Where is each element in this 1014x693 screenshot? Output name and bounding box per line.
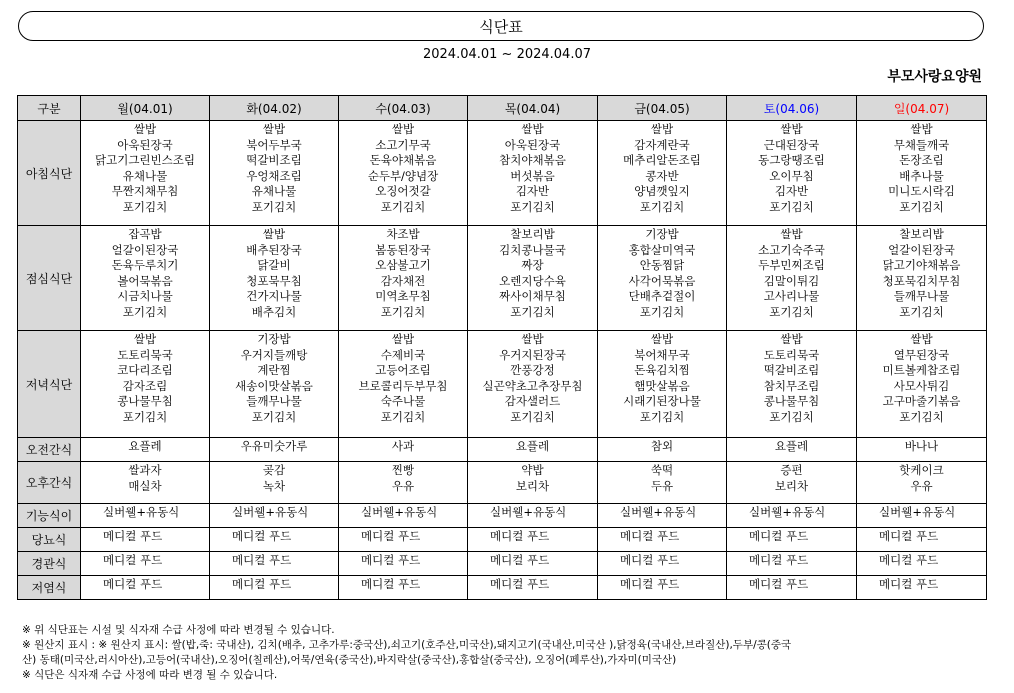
menu-cell xyxy=(81,528,210,552)
menu-item: 브로콜리두부무침 xyxy=(358,378,448,393)
menu-table xyxy=(17,95,987,600)
menu-item: 메디컬 푸드 xyxy=(490,553,550,567)
menu-item: 닭갈비 xyxy=(257,258,291,273)
menu-item: 쌀밥 xyxy=(521,332,544,346)
menu-item: 잡곡밥 xyxy=(128,227,162,241)
menu-item: 녹차 xyxy=(262,478,286,493)
menu-cell xyxy=(339,226,468,331)
menu-cell xyxy=(727,576,857,600)
menu-item: 배추나물 xyxy=(899,168,944,183)
menu-item: 배추된장국 xyxy=(246,242,302,257)
menu-cell xyxy=(81,576,210,600)
menu-title xyxy=(18,11,984,41)
menu-item: 얼갈이된장국 xyxy=(888,242,955,257)
menu-item: 미니도시락김 xyxy=(888,184,955,199)
menu-item: 메디컬 푸드 xyxy=(879,553,939,567)
menu-item: 포기김치 xyxy=(122,409,168,424)
menu-cell xyxy=(210,552,339,576)
row-label: 오전간식 xyxy=(18,438,81,462)
menu-cell xyxy=(598,504,727,528)
menu-item: 두유 xyxy=(650,478,674,493)
date-range: 2024.04.01 ~ 2024.04.07 xyxy=(422,47,592,62)
menu-cell xyxy=(857,528,987,552)
row-label: 당뇨식 xyxy=(18,528,81,552)
menu-item: 코다리조림 xyxy=(117,363,173,378)
menu-item: 아욱된장국 xyxy=(504,137,561,152)
menu-cell xyxy=(339,552,468,576)
menu-item: 우유 xyxy=(391,478,415,493)
menu-item: 실버웰+유동식 xyxy=(103,505,180,519)
menu-item: 포기김치 xyxy=(251,409,297,424)
note-line: ※ 원산지 표시 : ※ 원산지 표시: 쌀(밥,죽: 국내산), 김치(배추, 고추가루:중국산),쇠고기(호주산,미국산),돼지고기(국내산,미국산 ),닭정육(국내산,브라질산),두부/콩(중국 xyxy=(22,639,792,651)
menu-item: 메디컬 푸드 xyxy=(490,577,550,591)
menu-cell xyxy=(598,462,727,504)
menu-row xyxy=(18,552,987,576)
menu-item: 메디컬 푸드 xyxy=(232,529,292,543)
menu-row xyxy=(18,438,987,462)
menu-item: 새송이맛살볶음 xyxy=(235,378,313,393)
note-line: 산) 동태(미국산,러시아산),고등어(국내산),오징어(칠레산),어묵/연육(중국산),바지락살(중국산),홍합살(중국산), 오징어(페루산),가자미(미국산) xyxy=(22,654,677,666)
menu-item: 실버웰+유동식 xyxy=(232,505,309,519)
menu-cell xyxy=(210,438,339,462)
menu-item: 오이무침 xyxy=(769,168,814,183)
menu-item: 유채나물 xyxy=(122,168,168,183)
menu-item: 시금치나물 xyxy=(117,289,173,304)
menu-item: 돈장조림 xyxy=(899,153,944,168)
row-label: 저녁식단 xyxy=(18,331,81,438)
menu-item: 쌀밥 xyxy=(521,122,544,136)
menu-cell xyxy=(727,552,857,576)
menu-cell xyxy=(857,576,987,600)
menu-cell xyxy=(468,576,598,600)
menu-cell xyxy=(598,576,727,600)
menu-item: 메디컬 푸드 xyxy=(620,577,680,591)
menu-cell xyxy=(468,438,598,462)
menu-item: 감자계란국 xyxy=(634,137,690,152)
menu-item: 고등어조림 xyxy=(375,363,431,378)
menu-item: 우유 xyxy=(910,478,933,493)
menu-item: 사과 xyxy=(391,439,415,453)
menu-cell xyxy=(210,121,339,226)
menu-item: 미역초무침 xyxy=(375,289,431,304)
menu-cell xyxy=(81,121,210,226)
menu-item: 실곤약초고추장무침 xyxy=(482,378,583,393)
menu-item: 콩나물무침 xyxy=(763,394,820,409)
menu-cell xyxy=(727,504,857,528)
menu-item: 건가지나물 xyxy=(246,289,302,304)
menu-cell xyxy=(727,331,857,438)
menu-item: 쌀밥 xyxy=(391,122,415,136)
menu-item: 바나나 xyxy=(904,439,939,453)
menu-cell xyxy=(210,331,339,438)
menu-item: 안동찜닭 xyxy=(639,258,685,273)
menu-item: 소고기숙주국 xyxy=(758,242,825,257)
menu-item: 쌀밥 xyxy=(780,122,803,136)
menu-cell xyxy=(857,504,987,528)
menu-cell xyxy=(81,226,210,331)
menu-item: 양념깻잎지 xyxy=(634,184,690,199)
menu-item: 포기김치 xyxy=(769,409,814,424)
menu-cell xyxy=(339,462,468,504)
menu-item: 얼갈이된장국 xyxy=(111,242,179,257)
menu-item: 쌀밥 xyxy=(780,227,803,241)
menu-item: 쑥떡 xyxy=(650,463,674,477)
menu-cell xyxy=(339,121,468,226)
menu-cell xyxy=(857,438,987,462)
menu-item: 돈육김치찜 xyxy=(634,363,690,378)
menu-item: 포기김치 xyxy=(769,199,814,214)
menu-cell xyxy=(468,504,598,528)
menu-item: 메디컬 푸드 xyxy=(620,553,680,567)
header-day: 일(04.07) xyxy=(857,96,987,121)
menu-item: 동그랑땡조림 xyxy=(758,153,825,168)
menu-cell xyxy=(598,438,727,462)
menu-item: 찰보리밥 xyxy=(899,227,944,241)
menu-item: 순두부/양념장 xyxy=(367,168,439,183)
menu-item: 메디컬 푸드 xyxy=(879,529,939,543)
menu-item: 단배추겉절이 xyxy=(628,289,696,304)
menu-item: 북어채무국 xyxy=(634,347,690,362)
menu-row xyxy=(18,576,987,600)
menu-item: 짜사이채무침 xyxy=(499,289,566,304)
menu-cell xyxy=(81,504,210,528)
menu-item: 우거지들깨탕 xyxy=(240,347,308,362)
facility-name: 부모사랑요양원 xyxy=(887,69,982,85)
menu-item: 포기김치 xyxy=(510,409,555,424)
menu-cell xyxy=(81,331,210,438)
menu-item: 메디컬 푸드 xyxy=(749,553,809,567)
menu-item: 약밥 xyxy=(521,463,544,477)
menu-item: 곶감 xyxy=(262,463,286,477)
page-title: 식단표 xyxy=(479,17,523,36)
row-label: 오후간식 xyxy=(18,462,81,504)
menu-item: 메디컬 푸드 xyxy=(620,529,680,543)
menu-item: 실버웰+유동식 xyxy=(361,505,438,519)
menu-cell xyxy=(468,121,598,226)
menu-item: 김자반 xyxy=(774,184,809,199)
menu-item: 쌀밥 xyxy=(133,332,157,346)
header-day: 수(04.03) xyxy=(339,96,468,121)
menu-item: 포기김치 xyxy=(380,409,426,424)
menu-cell xyxy=(598,528,727,552)
menu-item: 기장밥 xyxy=(645,227,679,241)
menu-cell xyxy=(468,331,598,438)
menu-item: 보리차 xyxy=(515,478,550,493)
menu-item: 버섯볶음 xyxy=(510,168,555,183)
menu-item: 고사리나물 xyxy=(763,289,820,304)
menu-item: 수제비국 xyxy=(380,347,426,362)
menu-item: 참치야채볶음 xyxy=(499,153,566,168)
menu-item: 쌀밥 xyxy=(262,122,286,136)
menu-cell xyxy=(857,331,987,438)
menu-item: 쌀밥 xyxy=(391,332,415,346)
menu-item: 근대된장국 xyxy=(763,137,820,152)
menu-cell xyxy=(857,226,987,331)
menu-cell xyxy=(210,226,339,331)
menu-item: 요플레 xyxy=(774,439,809,453)
menu-item: 오삼불고기 xyxy=(375,258,431,273)
menu-item: 사각어묵볶음 xyxy=(628,273,696,288)
row-label: 아침식단 xyxy=(18,121,81,226)
menu-cell xyxy=(339,504,468,528)
note-line: ※ 위 식단표는 시설 및 식자재 수급 사정에 따라 변경될 수 있습니다. xyxy=(22,624,335,636)
menu-item: 김말이튀김 xyxy=(763,273,820,288)
menu-item: 메추리알돈조림 xyxy=(623,153,701,168)
menu-item: 참외 xyxy=(650,439,674,453)
menu-row xyxy=(18,504,987,528)
menu-item: 짜장 xyxy=(521,258,544,273)
header-day: 월(04.01) xyxy=(81,96,210,121)
menu-item: 실버웰+유동식 xyxy=(749,505,826,519)
menu-item: 포기김치 xyxy=(899,304,944,319)
menu-item: 메디컬 푸드 xyxy=(879,577,939,591)
menu-item: 실버웰+유동식 xyxy=(490,505,567,519)
menu-cell xyxy=(727,121,857,226)
menu-item: 포기김치 xyxy=(122,304,168,319)
menu-item: 김치콩나물국 xyxy=(499,242,566,257)
menu-cell xyxy=(210,462,339,504)
menu-item: 닭고기그린빈스조림 xyxy=(95,153,195,168)
row-label: 점심식단 xyxy=(18,226,81,331)
menu-item: 매실차 xyxy=(128,478,162,493)
menu-item: 차조밥 xyxy=(386,227,420,241)
menu-row xyxy=(18,331,987,438)
menu-item: 포기김치 xyxy=(380,199,426,214)
menu-item: 사모사튀김 xyxy=(893,378,950,393)
menu-item: 아욱된장국 xyxy=(117,137,173,152)
menu-item: 시래기된장나물 xyxy=(623,394,701,409)
menu-item: 볼어묵볶음 xyxy=(117,273,173,288)
menu-item: 요플레 xyxy=(128,439,162,453)
menu-item: 메디컬 푸드 xyxy=(749,577,809,591)
menu-cell xyxy=(598,121,727,226)
menu-cell xyxy=(468,552,598,576)
menu-item: 포기김치 xyxy=(510,304,555,319)
menu-item: 닭고기야채볶음 xyxy=(882,258,961,273)
menu-item: 보리차 xyxy=(774,478,809,493)
menu-item: 포기김치 xyxy=(899,199,944,214)
note-line: ※ 식단은 식자재 수급 사정에 따라 변경 될 수 있습니다. xyxy=(22,669,278,681)
menu-item: 홍합살미역국 xyxy=(628,242,696,257)
menu-cell xyxy=(81,438,210,462)
menu-item: 메디컬 푸드 xyxy=(103,577,163,591)
menu-item: 쌀밥 xyxy=(910,332,933,346)
menu-item: 무짠지채무침 xyxy=(111,184,179,199)
header-day: 목(04.04) xyxy=(468,96,598,121)
menu-cell xyxy=(727,226,857,331)
menu-item: 포기김치 xyxy=(639,304,685,319)
menu-item: 찐빵 xyxy=(391,463,415,477)
menu-cell xyxy=(81,552,210,576)
menu-item: 유채나물 xyxy=(251,184,297,199)
menu-item: 메디컬 푸드 xyxy=(232,577,292,591)
menu-item: 계란찜 xyxy=(257,363,291,378)
menu-item: 돈육두루치기 xyxy=(111,258,179,273)
menu-cell xyxy=(339,438,468,462)
menu-item: 햄맛살볶음 xyxy=(634,378,690,393)
menu-item: 우엉채조림 xyxy=(246,168,302,183)
menu-item: 찰보리밥 xyxy=(510,227,555,241)
menu-item: 떡갈비조림 xyxy=(763,363,820,378)
menu-item: 포기김치 xyxy=(899,409,944,424)
menu-row xyxy=(18,226,987,331)
menu-item: 포기김치 xyxy=(639,199,685,214)
menu-item: 증편 xyxy=(780,463,803,477)
menu-item: 오징어젓갈 xyxy=(375,184,431,199)
menu-cell xyxy=(339,576,468,600)
menu-cell xyxy=(598,331,727,438)
menu-item: 쌀밥 xyxy=(262,227,286,241)
notes xyxy=(22,623,982,683)
menu-item: 쌀밥 xyxy=(650,122,674,136)
menu-item: 메디컬 푸드 xyxy=(232,553,292,567)
menu-item: 메디컬 푸드 xyxy=(103,553,163,567)
menu-item: 두부민찌조림 xyxy=(758,258,825,273)
menu-item: 쌀밥 xyxy=(133,122,157,136)
menu-item: 포기김치 xyxy=(380,304,426,319)
menu-item: 쌀밥 xyxy=(780,332,803,346)
header-category: 구분 xyxy=(18,96,81,121)
menu-item: 무채들깨국 xyxy=(893,137,950,152)
header-day: 화(04.02) xyxy=(210,96,339,121)
menu-item: 콩자반 xyxy=(645,168,679,183)
row-label: 경관식 xyxy=(18,552,81,576)
menu-item: 쌀과자 xyxy=(128,463,162,477)
menu-body xyxy=(18,121,987,600)
menu-cell xyxy=(468,462,598,504)
menu-item: 청포묵김치무침 xyxy=(882,273,961,288)
menu-item: 도토리묵국 xyxy=(117,347,173,362)
menu-item: 깐풍강정 xyxy=(510,363,555,378)
menu-row xyxy=(18,528,987,552)
menu-cell xyxy=(727,438,857,462)
menu-cell xyxy=(468,528,598,552)
menu-cell xyxy=(81,462,210,504)
menu-item: 들깨무나물 xyxy=(246,394,302,409)
menu-cell xyxy=(598,552,727,576)
menu-item: 실버웰+유동식 xyxy=(620,505,697,519)
menu-item: 메디컬 푸드 xyxy=(361,529,421,543)
menu-item: 감자채전 xyxy=(380,273,426,288)
menu-cell xyxy=(210,576,339,600)
menu-item: 오렌지당수육 xyxy=(499,273,566,288)
menu-item: 포기김치 xyxy=(122,199,168,214)
menu-item: 도토리묵국 xyxy=(763,347,820,362)
menu-item: 열무된장국 xyxy=(893,347,950,362)
menu-item: 우거지된장국 xyxy=(499,347,566,362)
menu-item: 배추김치 xyxy=(251,304,297,319)
menu-item: 포기김치 xyxy=(639,409,685,424)
menu-row xyxy=(18,462,987,504)
menu-item: 메디컬 푸드 xyxy=(361,553,421,567)
menu-item: 포기김치 xyxy=(769,304,814,319)
menu-cell xyxy=(210,504,339,528)
menu-item: 감자조림 xyxy=(122,378,168,393)
menu-cell xyxy=(339,528,468,552)
menu-cell xyxy=(210,528,339,552)
menu-cell xyxy=(727,528,857,552)
menu-item: 실버웰+유동식 xyxy=(879,505,956,519)
menu-cell xyxy=(598,226,727,331)
menu-cell xyxy=(857,462,987,504)
header-row xyxy=(18,96,987,121)
menu-item: 미트볼케찹조림 xyxy=(882,363,961,378)
menu-item: 김자반 xyxy=(515,184,550,199)
row-label: 기능식이 xyxy=(18,504,81,528)
menu-item: 들깨무나물 xyxy=(893,289,950,304)
menu-item: 메디컬 푸드 xyxy=(490,529,550,543)
menu-item: 떡갈비조림 xyxy=(246,153,302,168)
menu-item: 북어두부국 xyxy=(246,137,302,152)
menu-item: 메디컬 푸드 xyxy=(361,577,421,591)
menu-item: 기장밥 xyxy=(257,332,291,346)
menu-item: 쌀밥 xyxy=(910,122,933,136)
menu-item: 쌀밥 xyxy=(650,332,674,346)
header-day: 토(04.06) xyxy=(727,96,857,121)
header-day: 금(04.05) xyxy=(598,96,727,121)
menu-cell xyxy=(857,121,987,226)
menu-item: 콩나물무침 xyxy=(117,394,173,409)
menu-item: 포기김치 xyxy=(251,199,297,214)
menu-cell xyxy=(727,462,857,504)
menu-row xyxy=(18,121,987,226)
row-label: 저염식 xyxy=(18,576,81,600)
menu-item: 메디컬 푸드 xyxy=(749,529,809,543)
menu-item: 요플레 xyxy=(515,439,550,453)
menu-cell xyxy=(468,226,598,331)
menu-item: 메디컬 푸드 xyxy=(103,529,163,543)
menu-item: 봄동된장국 xyxy=(375,242,431,257)
menu-item: 우유미숫가루 xyxy=(240,439,308,453)
menu-item: 소고기무국 xyxy=(375,137,431,152)
menu-item: 참치무조림 xyxy=(763,378,820,393)
menu-item: 고구마줄기볶음 xyxy=(882,394,961,409)
menu-item: 핫케이크 xyxy=(899,463,944,477)
menu-item: 포기김치 xyxy=(510,199,555,214)
menu-item: 돈육야채볶음 xyxy=(369,153,437,168)
menu-item: 청포묵무침 xyxy=(246,273,302,288)
menu-cell xyxy=(857,552,987,576)
menu-item: 숙주나물 xyxy=(380,394,426,409)
menu-item: 감자샐러드 xyxy=(504,394,561,409)
menu-cell xyxy=(339,331,468,438)
